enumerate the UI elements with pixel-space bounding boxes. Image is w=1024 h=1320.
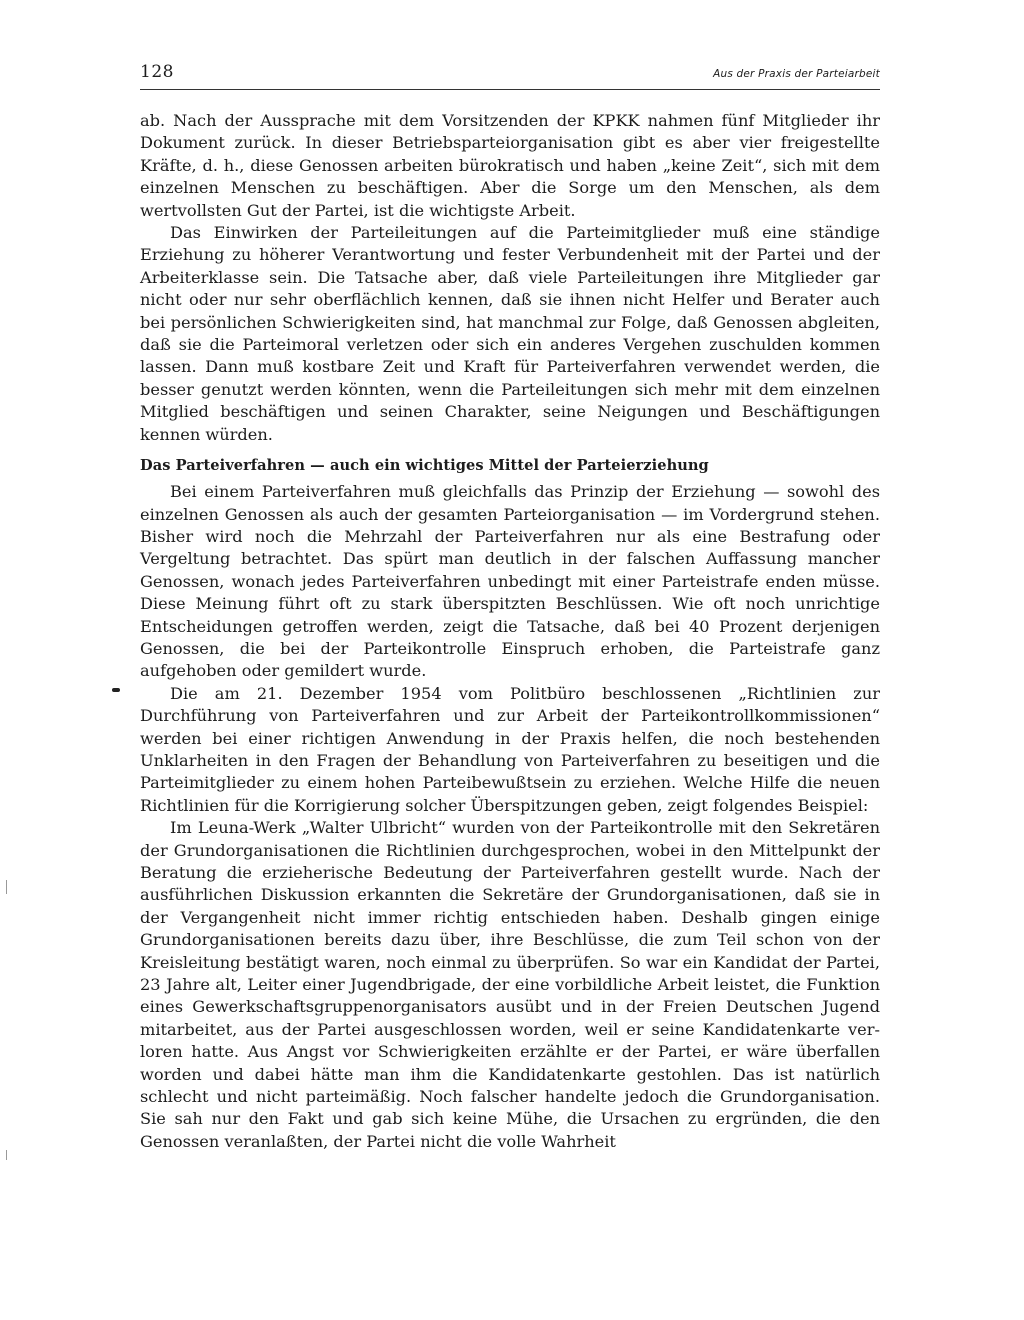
paragraph: Die am 21. Dezember 1954 vom Politbüro beschlossenen „Richtlinien zur Durchführung von Parteiverfahren und zur Arbeit der Parteikontrollkommissionen“ werden bei einer richtigen Anwendung in der Praxis helfen, die noch bestehenden Unklarheiten in den Fragen der Behandlung von Parteiverfahren zu beseitigen und die Parteimitglieder zu einem hohen Parteibewußtsein zu erziehen. Welche Hilfe die neuen Richtlinien für die Korrigierung solcher Überspitzungen geben, zeigt folgendes Beispiel: xyxy=(140,683,880,815)
running-title: Aus der Praxis der Parteiarbeit xyxy=(713,68,880,80)
running-header xyxy=(140,62,880,90)
paragraph: Bei einem Parteiverfahren muß gleichfalls das Prinzip der Erziehung — sowohl des einzelnen Genossen als auch der gesamten Parteiorganisation — im Vordergrund stehen. Bisher wird noch die Mehrzahl der Parteiverfahren nur als eine Bestrafung oder Vergeltung betrachtet. Das spürt man deutlich in der falschen Auffassung mancher Genossen, wonach jedes Parteiverfahren unbedingt mit einer Parteistrafe enden müsse. Diese Meinung führt oft zu stark überspitzten Beschlüssen. Wie oft noch unrichtige Entscheidungen getroffen werden, zeigt die Tatsache, daß bei 40 Prozent derjenigen Genossen, die bei der Parteikontrolle Einspruch erhoben, die Parteistrafe ganz aufgehoben oder gemildert wurde. xyxy=(140,482,880,681)
paragraph: Im Leuna-Werk „Walter Ulbricht“ wurden von der Parteikontrolle mit den Sekretären der Grundorganisationen die Richtlinien durchgesprochen, wobei in den Mittelpunkt der Beratung die erzieherische Bedeutung der Parteiverfahren gestellt wurde. Nach der ausführlichen Diskussion erkannten die Sekretäre der Grundorganisationen, daß sie in der Vergangenheit nicht immer richtig entschieden haben. Deshalb gingen einige Grundorganisationen bereits dazu über, ihre Beschlüsse, die zum Teil schon von der Kreisleitung bestätigt waren, noch einmal zu überprüfen. So war ein Kandidat der Partei, 23 Jahre alt, Leiter einer Jugendbrigade, der eine vorbildliche Arbeit leistet, die Funktion eines Gewerkschaftsgruppenorganisators ausübt und in der Freien Deutschen Jugend mitarbeitet, aus der Partei ausgeschlossen worden, weil er seine Kandidatenkarte verloren hatte. Aus Angst vor Schwierigkeiten erzählte er der Partei, er wäre überfallen worden und dabei hätte man ihm die Kandidatenkarte gestohlen. Das ist natürlich schlecht und nicht parteimäßig. Noch falscher handelte jedoch die Grundorganisation. Sie sah nur den Fakt und gab sich keine Mühe, die Ursachen zu ergründen, die den Genossen veranlaßten, der Partei nicht die volle Wahrheit xyxy=(140,818,880,1151)
document-page xyxy=(140,62,880,1153)
scan-edge-mark xyxy=(6,880,7,894)
section-heading: Das Parteiverfahren — auch ein wichtiges Mittel der Parteierziehung xyxy=(140,457,709,475)
margin-annotation-mark xyxy=(112,688,120,692)
paragraph: Das Einwirken der Parteileitungen auf die Parteimitglieder muß eine ständige Erziehung zu höherer Verantwortung und fester Verbundenheit mit der Partei und der Arbeiterklasse sein. Die Tatsache aber, daß viele Parteileitungen ihre Mitglieder gar nicht oder nur sehr oberflächlich kennen, daß sie ihnen nicht Helfer und Berater auch bei persönlichen Schwierigkeiten sind, hat manchmal zur Folge, daß Genossen abgleiten, daß sie die Parteimoral verletzen oder sich ein anderes Vergehen zuschulden kommen lassen. Dann muß kostbare Zeit und Kraft für Parteiverfahren verwendet werden, die besser genutzt werden könnten, wenn die Parteileitungen sich mehr mit dem einzelnen Mitglied beschäftigen und seinen Charakter, seine Neigungen und Beschäftigungen kennen würden. xyxy=(140,223,880,444)
body-text xyxy=(140,110,880,1153)
paragraph: ab. Nach der Aussprache mit dem Vorsitzenden der KPKK nahmen fünf Mitglieder ihr Dokument zurück. In dieser Betriebsparteiorganisation gibt es aber vier freigestellte Kräfte, d. h., diese Genossen arbeiten bürokratisch und haben „keine Zeit“, sich mit dem einzelnen Menschen zu beschäftigen. Aber die Sorge um den Menschen, als dem wertvollsten Gut der Partei, ist die wichtigste Arbeit. xyxy=(140,111,880,220)
scan-edge-mark xyxy=(6,1150,7,1160)
page-number: 128 xyxy=(140,62,174,82)
